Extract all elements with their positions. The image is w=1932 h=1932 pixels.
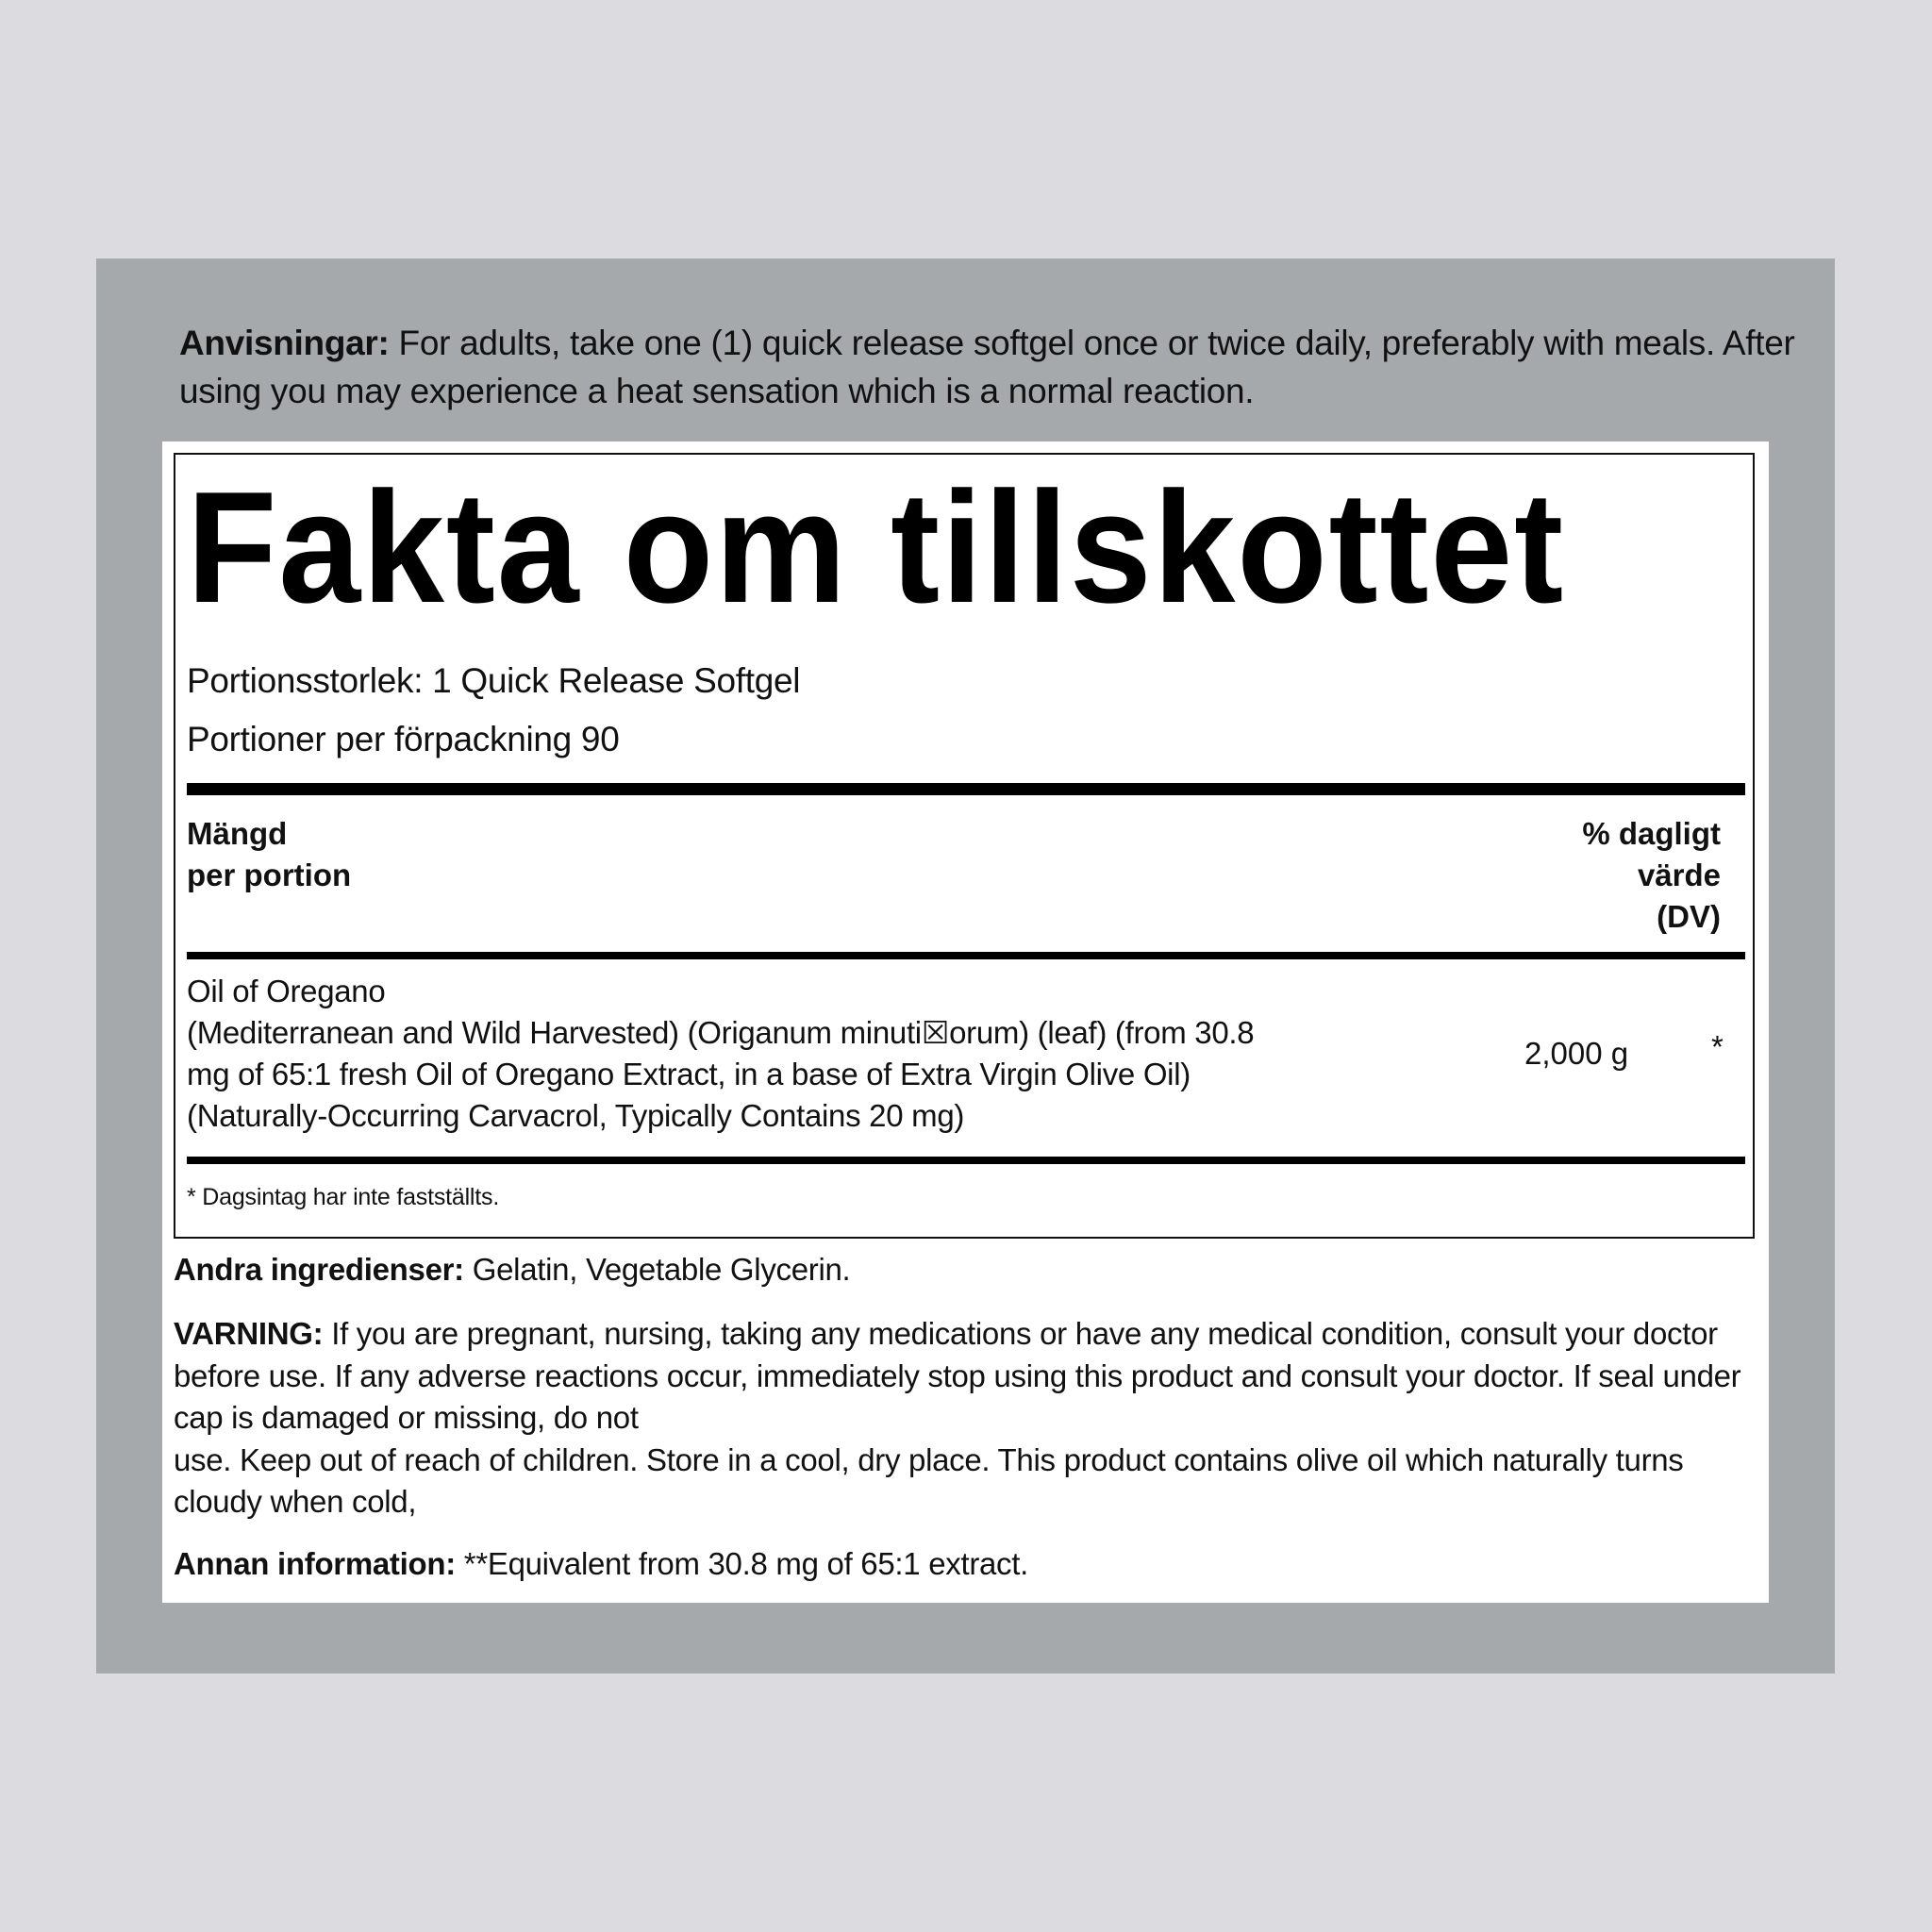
header-amount-line: Mängd: [187, 816, 288, 851]
white-card: [162, 441, 1769, 1603]
supplement-facts-box: [174, 453, 1755, 1239]
header-dv-line: värde: [1637, 858, 1721, 892]
serving-size: Portionsstorlek: 1 Quick Release Softgel: [187, 661, 801, 700]
medium-divider: [187, 952, 1745, 959]
ingredient-amount: 2,000 g: [1524, 1036, 1629, 1071]
warning: [174, 1313, 1758, 1524]
header-dv-line: % dagligt: [1582, 816, 1721, 851]
other-ingredients-text: Gelatin, Vegetable Glycerin.: [463, 1252, 851, 1287]
header-daily-value: [1532, 813, 1721, 938]
ingredient-line: (Mediterranean and Wild Harvested) (Origanum minuti☒orum) (leaf) (from 30.8: [187, 1015, 1255, 1050]
medium-divider: [187, 1157, 1745, 1164]
facts-title: Fakta om tillskottet: [187, 458, 1565, 636]
thick-divider: [187, 783, 1745, 795]
directions-label: Anvisningar:: [179, 324, 390, 362]
ingredient-line: (Naturally-Occurring Carvacrol, Typically Contains 20 mg): [187, 1098, 965, 1133]
label-panel: [96, 258, 1835, 1674]
directions-body: For adults, take one (1) quick release softgel once or twice daily, preferably with meals. After using you may experience a heat sensation which is a normal reaction.: [179, 324, 1795, 410]
other-ingredients-label: Andra ingredienser:: [174, 1252, 464, 1287]
header-amount-line: per portion: [187, 858, 352, 892]
servings-per-container: Portioner per förpackning 90: [187, 720, 620, 758]
other-information-text: **Equivalent from 30.8 mg of 65:1 extract.: [455, 1546, 1028, 1581]
ingredient-line: Oil of Oregano: [187, 974, 386, 1008]
other-ingredients: [174, 1249, 1758, 1291]
directions-text: [179, 319, 1849, 415]
ingredient-daily-value: *: [1711, 1029, 1724, 1064]
header-dv-line: (DV): [1657, 899, 1721, 934]
ingredient-line: mg of 65:1 fresh Oil of Oregano Extract, in a base of Extra Virgin Olive Oil): [187, 1057, 1191, 1091]
warning-text: If you are pregnant, nursing, taking any medications or have any medical condition, consult your doctor before use. If any adverse reactions occur, immediately stop using this product and consult your doctor. If seal under cap is damaged or missing, do not: [174, 1316, 1741, 1435]
header-amount-per-serving: [187, 813, 470, 896]
warning-label: VARNING:: [174, 1316, 324, 1351]
warning-text-continued: use. Keep out of reach of children. Store in a cool, dry place. This product contains olive oil which naturally turns cloudy when cold,: [174, 1441, 1684, 1519]
other-information: [174, 1543, 1758, 1586]
footnote: * Dagsintag har inte fastställts.: [187, 1184, 500, 1210]
warning-paragraph: [174, 1313, 1758, 1440]
ingredient-description: [187, 971, 1272, 1137]
other-information-label: Annan information:: [174, 1546, 456, 1581]
